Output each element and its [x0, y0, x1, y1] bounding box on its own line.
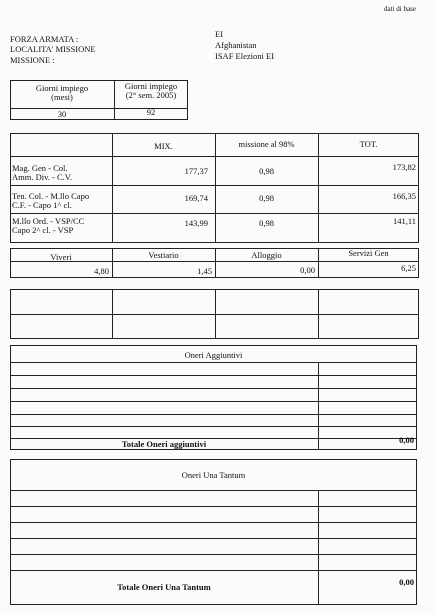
- grade-label: Mag. Gen - Col. Amm. Div. - C.V.: [12, 163, 72, 182]
- missione-value: ISAF Elezioni EI: [215, 51, 275, 61]
- mix-header: MIX.: [154, 141, 173, 151]
- tot-header: TOT.: [359, 139, 378, 149]
- viveri-header: Viveri: [50, 252, 72, 262]
- alloggio-value: 0,00: [300, 265, 315, 275]
- oneri-aggiuntivi-title: Oneri Aggiuntivi: [184, 350, 243, 360]
- tot-value: 173,82: [392, 162, 416, 172]
- missione-label: MISSIONE :: [10, 55, 55, 65]
- totale-oneri-una-tantum-label: Totale Oneri Una Tantum: [117, 582, 211, 592]
- mix-value: 143,99: [184, 218, 208, 228]
- tot-value: 166,35: [392, 191, 416, 201]
- vestiario-value: 1,45: [197, 266, 212, 276]
- mix-value: 169,74: [184, 193, 208, 203]
- grade-label: Ten. Col. - M.llo Capo C.F. - Capo 1^ cl.: [12, 191, 90, 210]
- servizi-gen-value: 6,25: [401, 263, 416, 273]
- giorni-semestre-value: 92: [146, 107, 156, 117]
- totale-oneri-aggiuntivi-label: Totale Oneri aggiuntivi: [121, 439, 207, 449]
- corner-note: dati di base: [384, 5, 416, 13]
- oneri-una-tantum-title: Oneri Una Tantum: [181, 470, 246, 480]
- mix-value: 177,37: [184, 166, 208, 176]
- grade-label: M.llo Ord. - VSP/CC Capo 2^ cl. - VSP: [12, 216, 85, 235]
- forza-armata-label: FORZA ARMATA :: [10, 34, 79, 44]
- localita-missione-label: LOCALITA' MISSIONE: [10, 44, 96, 54]
- giorni-mesi-value: 30: [57, 109, 67, 119]
- localita-missione-value: Afghanistan: [215, 40, 257, 50]
- missione-percent-header: missione al 98%: [238, 139, 295, 149]
- vestiario-header: Vestiario: [148, 250, 179, 260]
- percent-value: 0,98: [259, 218, 274, 228]
- tot-value: 141,11: [392, 216, 416, 226]
- servizi-gen-header: Servizi Gen: [348, 248, 389, 258]
- percent-value: 0,98: [259, 193, 274, 203]
- percent-value: 0,98: [259, 166, 274, 176]
- viveri-value: 4,80: [94, 266, 109, 276]
- giorni-mesi-header: Giorni impiego (mesi): [35, 83, 89, 102]
- totale-oneri-aggiuntivi-value: 0,00: [399, 435, 414, 445]
- alloggio-header: Alloggio: [251, 250, 282, 260]
- giorni-semestre-header: Giorni impiego (2° sem. 2005): [124, 81, 178, 100]
- totale-oneri-una-tantum-value: 0,00: [399, 577, 414, 587]
- forza-armata-value: EI: [215, 29, 224, 39]
